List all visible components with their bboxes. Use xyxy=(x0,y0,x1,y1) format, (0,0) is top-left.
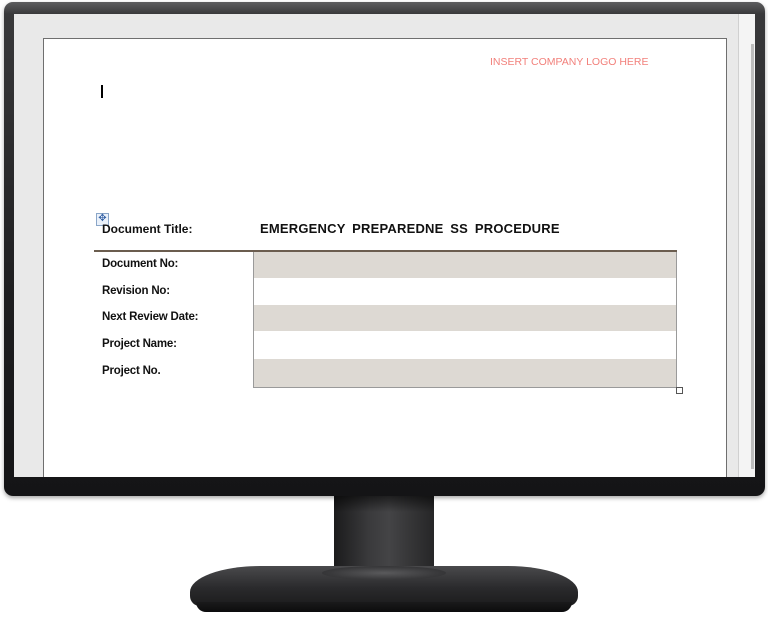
table-right-border xyxy=(676,252,677,388)
revision-no-cell[interactable] xyxy=(254,279,677,305)
project-no-cell[interactable] xyxy=(254,359,677,387)
table-bottom-border xyxy=(253,387,677,388)
scrollbar-thumb[interactable] xyxy=(751,44,754,469)
table-row xyxy=(94,332,677,358)
document-no-label: Document No: xyxy=(102,258,179,270)
table-row xyxy=(94,252,677,278)
monitor-stand-base-edge xyxy=(196,602,572,612)
project-name-cell[interactable] xyxy=(254,332,677,358)
table-row xyxy=(94,359,677,387)
project-no-label: Project No. xyxy=(102,365,161,377)
next-review-date-cell[interactable] xyxy=(254,305,677,331)
monitor-stand-ring xyxy=(322,566,446,580)
revision-no-label: Revision No: xyxy=(102,285,170,297)
monitor-bezel-highlight xyxy=(4,2,765,14)
table-column-divider xyxy=(253,252,254,388)
project-name-label: Project Name: xyxy=(102,338,177,350)
text-cursor xyxy=(101,85,103,98)
logo-placeholder[interactable]: INSERT COMPANY LOGO HERE xyxy=(490,56,649,68)
document-title-value[interactable]: EMERGENCY PREPAREDNE SS PROCEDURE xyxy=(260,221,560,236)
monitor-stand-neck-shadow xyxy=(334,496,434,512)
document-title-label: Document Title: xyxy=(102,222,193,236)
monitor-screen xyxy=(14,14,755,477)
move-cross-icon[interactable]: ✥ xyxy=(96,213,109,226)
table-row xyxy=(94,305,677,331)
table-row xyxy=(94,279,677,305)
next-review-date-label: Next Review Date: xyxy=(102,311,199,323)
document-page[interactable] xyxy=(43,38,727,477)
table-resize-handle[interactable] xyxy=(676,387,683,394)
document-no-cell[interactable] xyxy=(254,252,677,278)
